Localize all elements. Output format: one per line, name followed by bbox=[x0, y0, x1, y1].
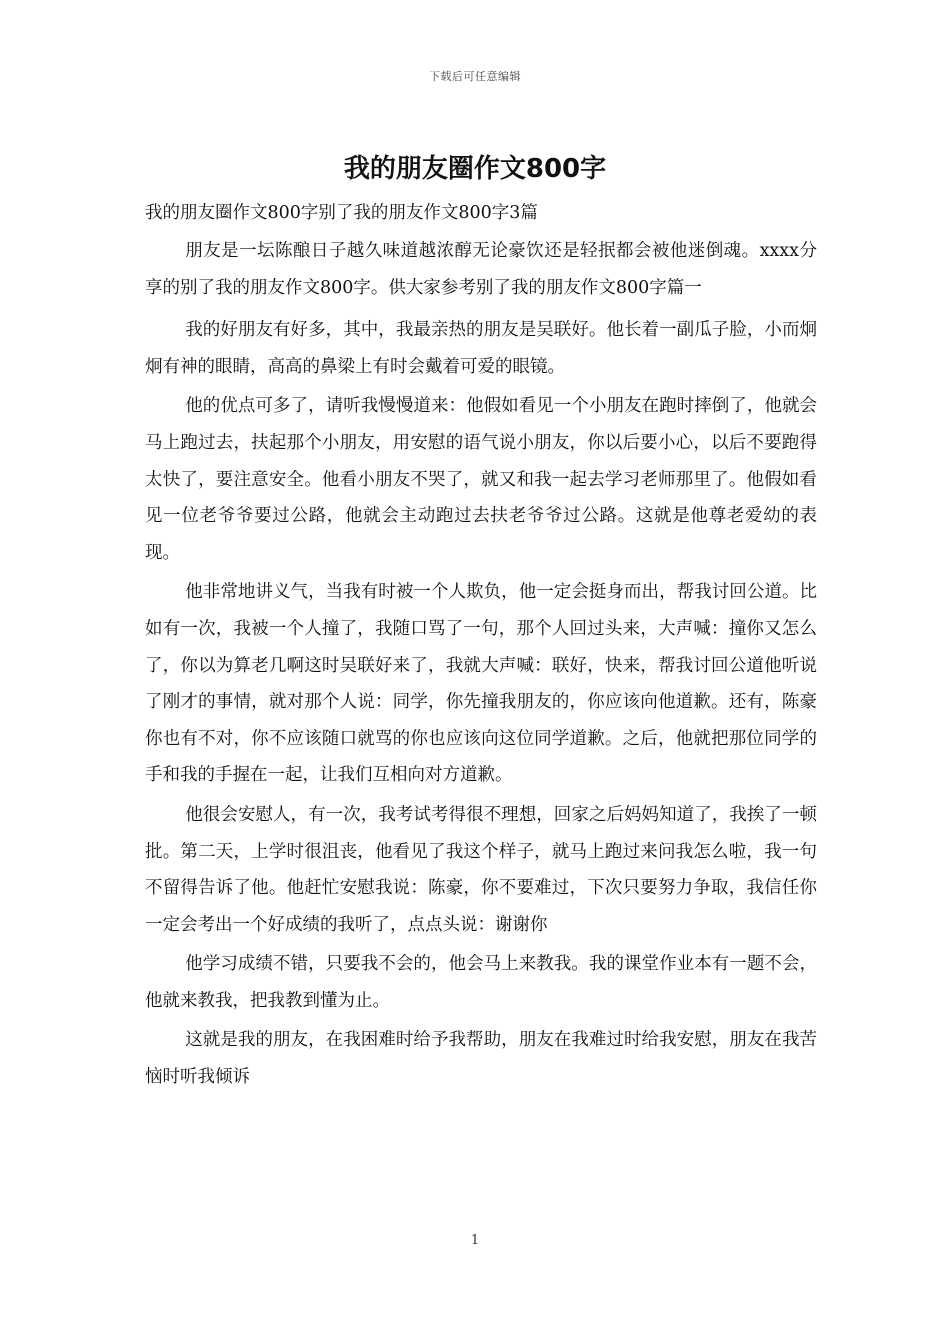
header-note: 下载后可任意编辑 bbox=[429, 70, 521, 83]
paragraph-intro: 朋友是一坛陈酿日子越久味道越浓醇无论豪饮还是轻抿都会被他迷倒魂。xxxx分享的别了我的朋友作文800字。供大家参考别了我的朋友作文800字篇一 bbox=[145, 241, 817, 298]
paragraph-comfort: 他很会安慰人，有一次，我考试考得很不理想，回家之后妈妈知道了，我挨了一顿批。第二天，上学时很沮丧，他看见了我这个样子，就马上跑过来问我怎么啦，我一句不留得告诉了他。他赶忙安慰我说：陈豪，你不要难过，下次只要努力争取，我信任你一定会考出一个好成绩的我听了，点点头说：谢谢你 bbox=[145, 804, 817, 935]
paragraph-conclusion: 这就是我的朋友，在我困难时给予我帮助，朋友在我难过时给我安慰，朋友在我苦恼时听我倾诉 bbox=[145, 1030, 817, 1088]
paragraph-friend-description: 我的好朋友有好多，其中，我最亲热的朋友是吴联好。他长着一副瓜子脸，小而炯炯有神的眼睛，高高的鼻梁上有时会戴着可爱的眼镜。 bbox=[145, 320, 817, 377]
page-number: 1 bbox=[470, 1233, 480, 1248]
paragraph-study: 他学习成绩不错，只要我不会的，他会马上来教我。我的课堂作业本有一题不会，他就来教我，把我教到懂为止。 bbox=[145, 954, 817, 1011]
paragraph-merits: 他的优点可多了，请听我慢慢道来：他假如看见一个小朋友在跑时摔倒了，他就会马上跑过去，扶起那个小朋友，用安慰的语气说小朋友，你以后要小心，以后不要跑得太快了，要注意安全。他看小朋友不哭了，就又和我一起去学习老师那里了。他假如看见一位老爷爷要过公路，他就会主动跑过去扶老爷爷过公路。这就是他尊老爱幼的表现。 bbox=[145, 396, 817, 563]
document-body bbox=[145, 233, 817, 1099]
document-subtitle: 我的朋友圈作文800字别了我的朋友作文800字3篇 bbox=[145, 203, 538, 223]
paragraph-loyalty: 他非常地讲义气，当我有时被一个人欺负，他一定会挺身而出，帮我讨回公道。比如有一次，我被一个人撞了，我随口骂了一句，那个人回过头来，大声喊：撞你又怎么了，你以为算老几啊这时吴联好来了，我就大声喊：联好，快来，帮我讨回公道他听说了刚才的事情，就对那个人说：同学，你先撞我朋友的，你应该向他道歉。还有，陈豪你也有不对，你不应该随口就骂的你也应该向这位同学道歉。之后，他就把那位同学的手和我的手握在一起，让我们互相向对方道歉。 bbox=[145, 582, 817, 786]
document-title: 我的朋友圈作文800字 bbox=[343, 154, 607, 184]
